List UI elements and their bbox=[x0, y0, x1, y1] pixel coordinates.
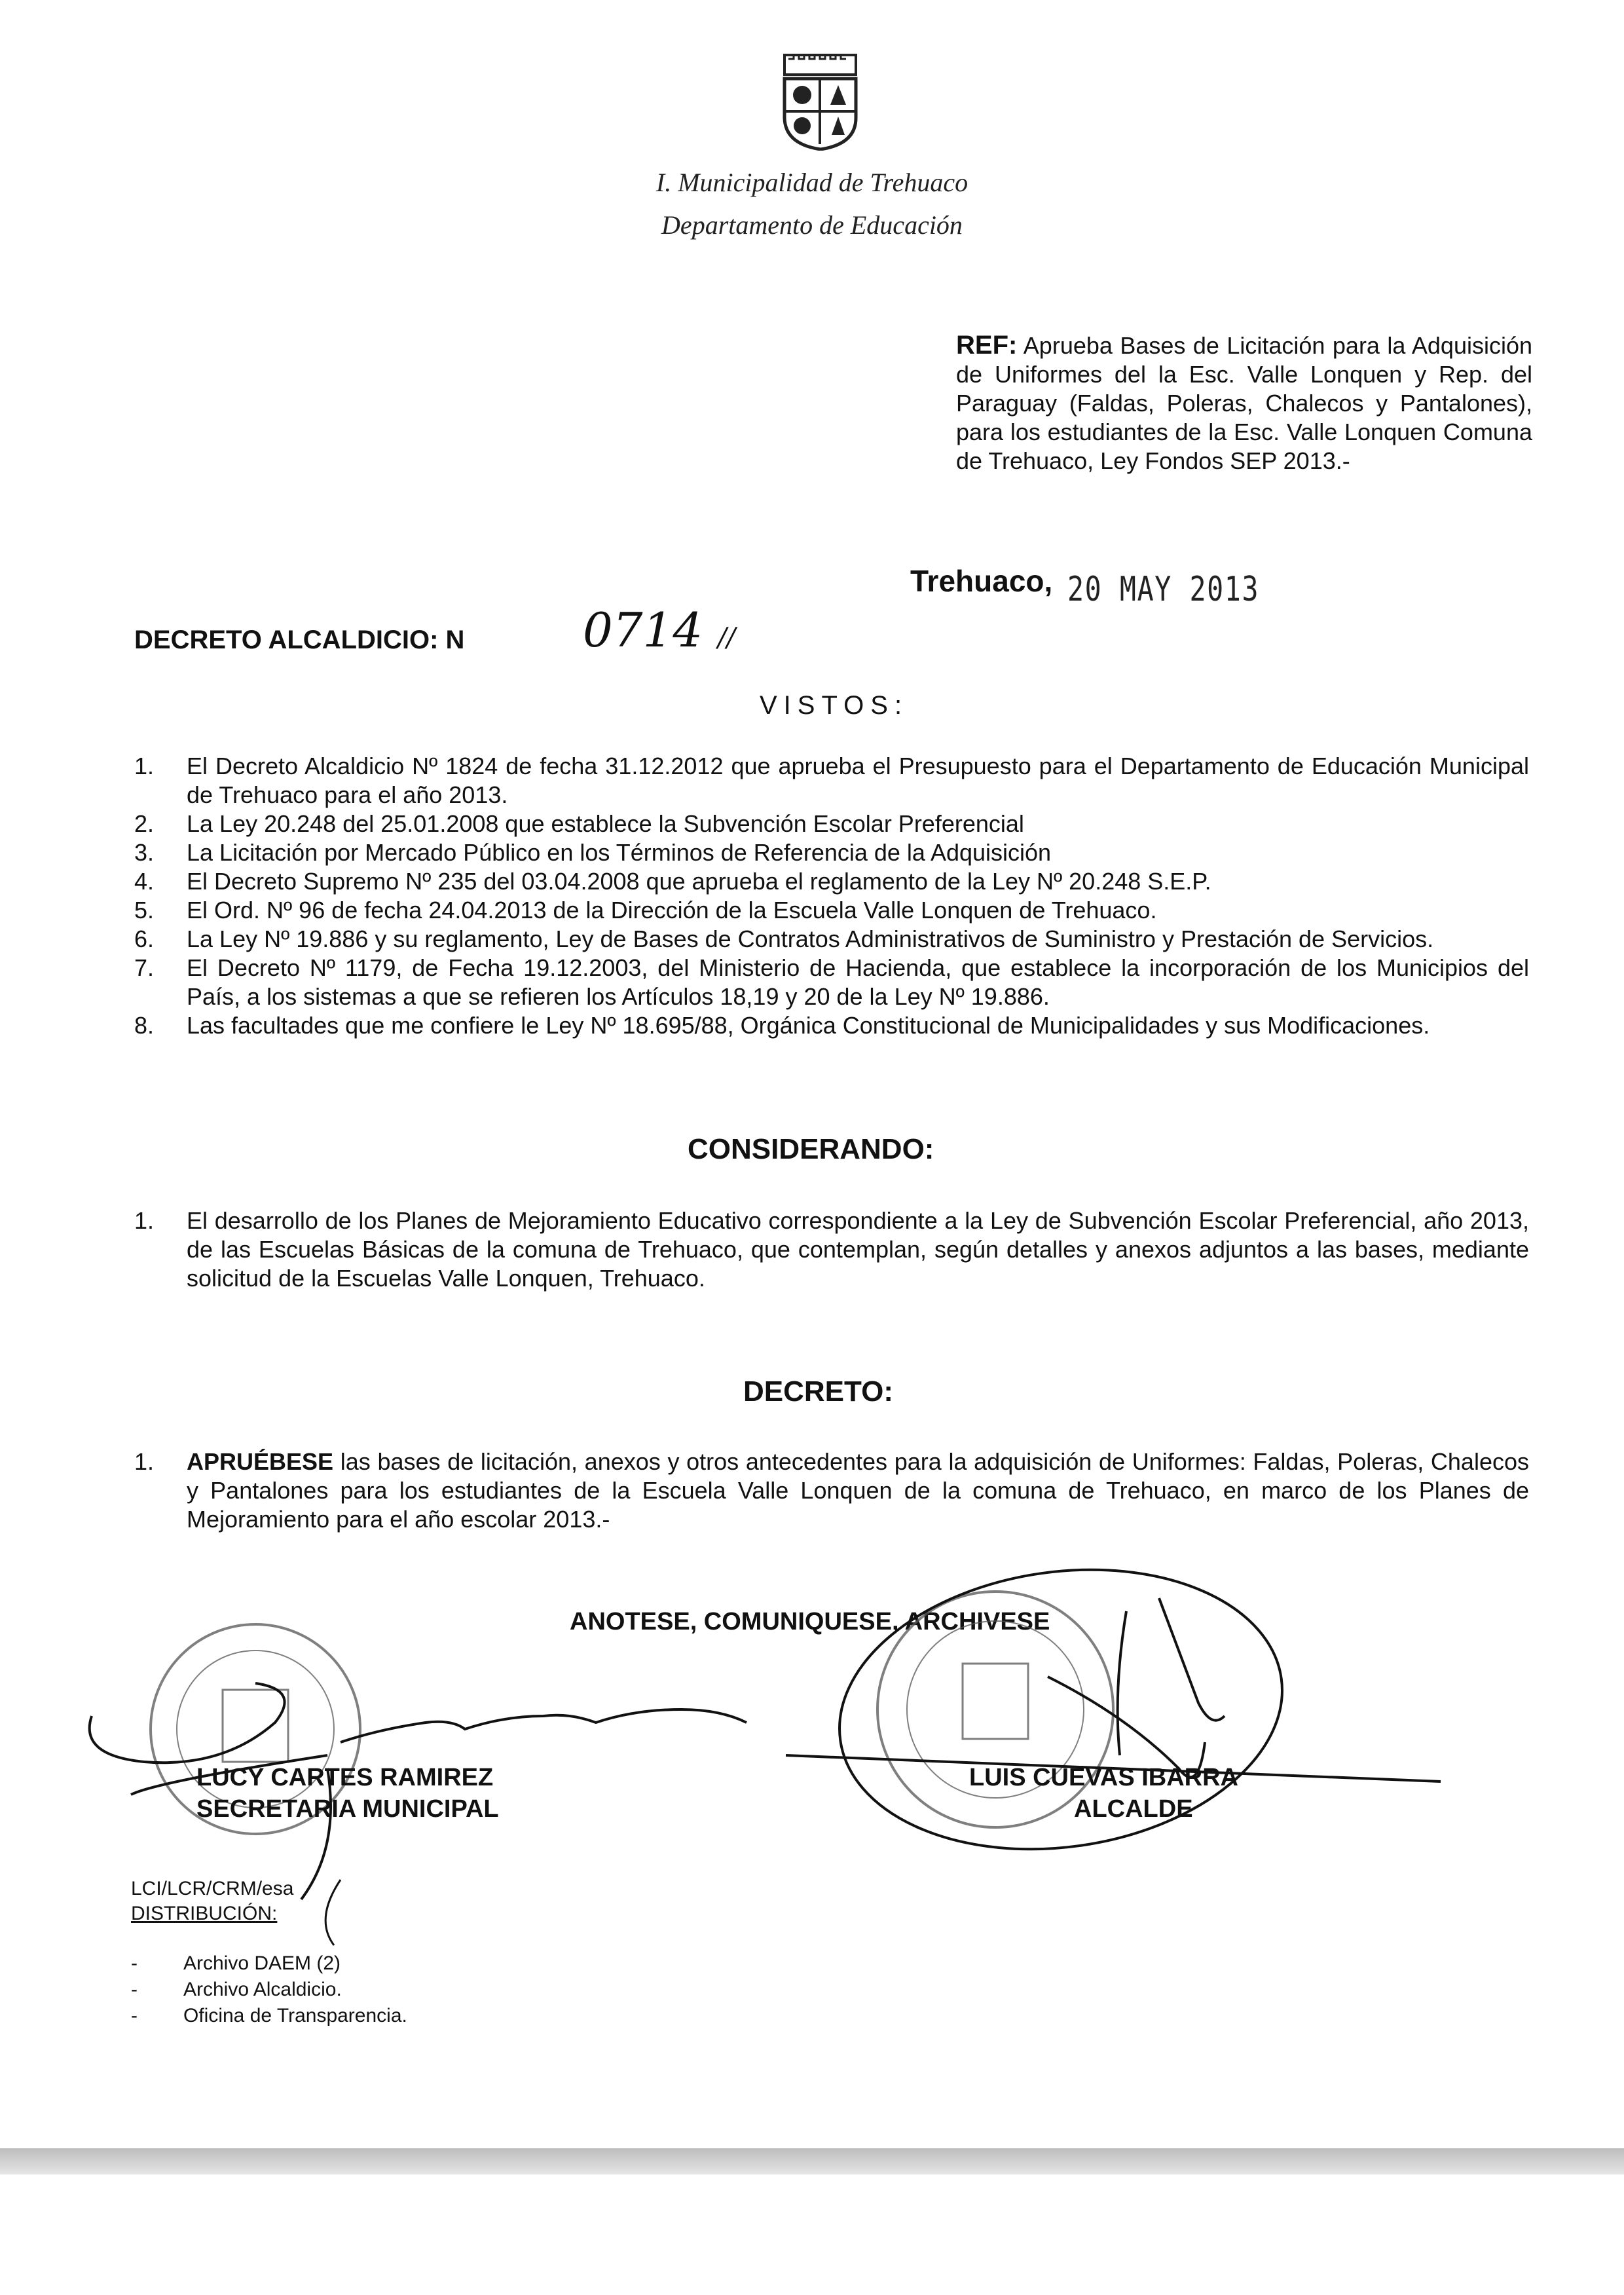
list-item: 8. Las facultades que me confiere le Ley Nº 18.695/88, Orgánica Constitucional de Municipalidades y sus Modificaciones. bbox=[134, 1012, 1430, 1039]
place: Trehuaco, bbox=[910, 564, 1053, 598]
list-item: 3. La Licitación por Mercado Público en los Términos de Referencia de la Adquisición bbox=[134, 839, 1052, 866]
right-signatory-name: LUIS CUEVAS IBARRA bbox=[969, 1764, 1238, 1791]
vistos-heading: VISTOS: bbox=[760, 691, 909, 720]
decreto-label: DECRETO ALCALDICIO: N bbox=[134, 625, 465, 654]
list-item: 5. El Ord. Nº 96 de fecha 24.04.2013 de la Dirección de la Escuela Valle Lonquen de Trehuaco. bbox=[134, 897, 1157, 924]
decreto-heading: DECRETO: bbox=[743, 1375, 893, 1408]
decreto-suffix: // bbox=[718, 623, 736, 653]
list-item: 4. El Decreto Supremo Nº 235 del 03.04.2008 que aprueba el reglamento de la Ley Nº 20.248 S.E.P. bbox=[134, 868, 1211, 895]
list-item: - Archivo Alcaldicio. bbox=[131, 1979, 342, 2000]
ref-text: Aprueba Bases de Licitación para la Adquisición de Uniformes del la Esc. Valle Lonquen y Rep. del Paraguay (Faldas, Poleras, Chalecos y Pantalones), para los estudiantes de la Esc. Valle Lonquen Comuna de Trehuaco, Ley Fondos SEP 2013.- bbox=[956, 332, 1533, 474]
decreto-number: 0714 bbox=[583, 603, 703, 658]
considerando-heading: CONSIDERANDO: bbox=[688, 1133, 934, 1165]
header-municipality: I. Municipalidad de Trehuaco bbox=[655, 168, 969, 197]
initials-block bbox=[131, 1876, 293, 1926]
left-signatory-title: SECRETARIA MUNICIPAL bbox=[196, 1795, 499, 1823]
apruebese-lead: APRUÉBESE bbox=[187, 1448, 334, 1475]
list-item: 1. El Decreto Alcaldicio Nº 1824 de fecha 31.12.2012 que aprueba el Presupuesto para el Departamento de Educación Municipal de Trehuaco para el año 2013. bbox=[134, 753, 1529, 808]
date-stamp: 20 MAY 2013 bbox=[1067, 570, 1260, 609]
list-item: 1. APRUÉBESE las bases de licitación, anexos y otros antecedentes para la adquisición de Uniformes: Faldas, Poleras, Chalecos y Pantalones para los estudiantes de la Escuela Valle Lonquen de la comuna de Trehuaco, en marco de los Planes de Mejoramiento para el año escolar 2013.- bbox=[134, 1448, 1529, 1533]
list-item: 6. La Ley Nº 19.886 y su reglamento, Ley de Bases de Contratos Administrativos de Suministro y Prestación de Servicios. bbox=[134, 925, 1434, 952]
distribution-list bbox=[131, 1950, 407, 2029]
list-item: - Archivo DAEM (2) bbox=[131, 1952, 341, 1974]
list-item: 7. El Decreto Nº 1179, de Fecha 19.12.2003, del Ministerio de Hacienda, que establece la incorporación de los Municipios del País, a los sistemas a que se refieren los Artículos 18,19 y 20 de la Ley Nº 19.886. bbox=[134, 954, 1529, 1010]
list-item: 1. El desarrollo de los Planes de Mejoramiento Educativo correspondiente a la Ley de Subvención Escolar Preferencial, año 2013, de las Escuelas Básicas de la comuna de Trehuaco, que contemplan, según detalles y anexos adjuntos a las bases, mediante solicitud de la Escuelas Valle Lonquen, Trehuaco. bbox=[134, 1207, 1529, 1292]
right-signatory bbox=[969, 1762, 1238, 1825]
closing-formula: ANOTESE, COMUNIQUESE, ARCHIVESE bbox=[570, 1608, 1050, 1635]
list-item: - Oficina de Transparencia. bbox=[131, 2005, 407, 2026]
header-department: Departamento de Educación bbox=[661, 210, 963, 240]
left-signatory bbox=[196, 1762, 499, 1825]
ref-label: REF: bbox=[956, 331, 1018, 360]
list-item: 2. La Ley 20.248 del 25.01.2008 que establece la Subvención Escolar Preferencial bbox=[134, 810, 1024, 837]
right-signatory-title: ALCALDE bbox=[1074, 1795, 1193, 1823]
left-signatory-name: LUCY CARTES RAMIREZ bbox=[196, 1764, 494, 1791]
initials: LCI/LCR/CRM/esa bbox=[131, 1878, 294, 1899]
distribution-label: DISTRIBUCIÓN: bbox=[131, 1903, 278, 1924]
scan-edge-band bbox=[0, 2148, 1624, 2174]
